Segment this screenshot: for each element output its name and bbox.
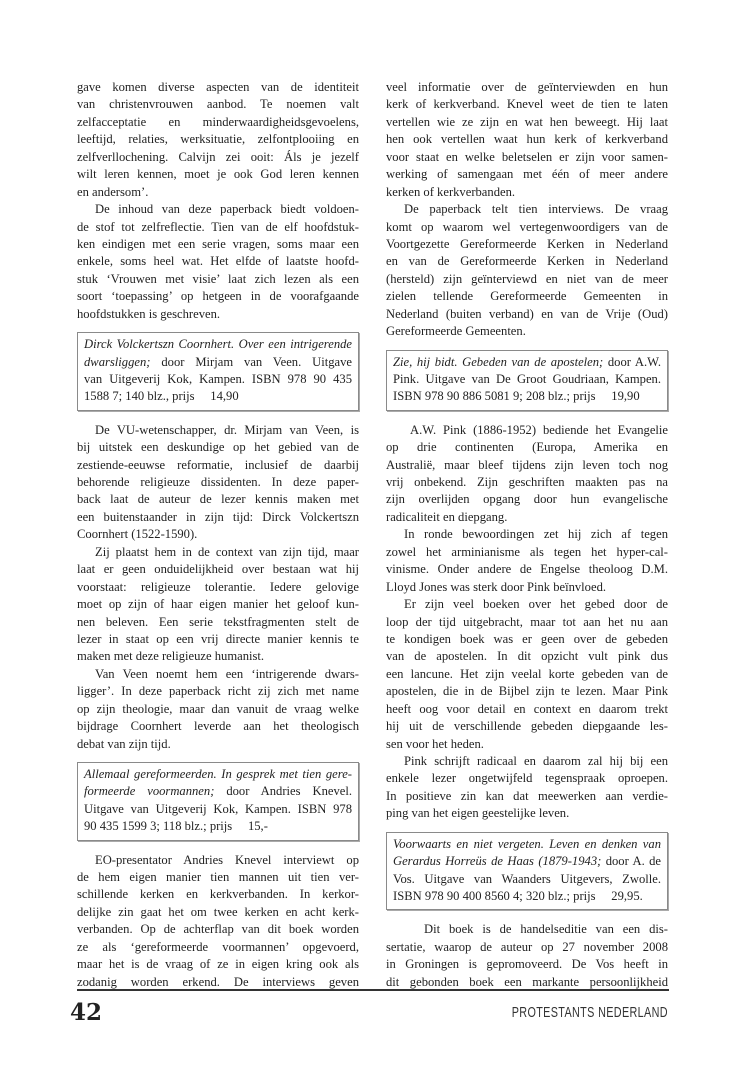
- paragraph: [77, 852, 359, 992]
- text-line: ping van het eigen geestelijke leven.: [386, 806, 570, 821]
- text-line: zodanig worden erkend. De interviews geven: [77, 974, 359, 989]
- box-line: [84, 801, 352, 818]
- text-line: Gereformeerde Gemeenten.: [386, 324, 526, 339]
- text-line: kerken of kerkverbanden.: [386, 184, 516, 199]
- text-line: hoofdstukken is geschreven.: [77, 306, 221, 321]
- paragraph: [77, 422, 359, 544]
- text-line: Nederland (buiten verband) en van de Vrije (Oud): [386, 306, 668, 321]
- text-line: te kondigen boek was er geen over de gebeden: [386, 631, 668, 646]
- text-line: kerk of kerkverband. Knevel weet de tien te laten: [386, 97, 668, 112]
- book-details-text: van Uitgeverij Kok, Kampen. ISBN 978 90 435: [84, 371, 352, 386]
- text-line: de stof tot zelfreflectie. Tien van de elf hoofdstuk-: [77, 219, 359, 234]
- book-details-text: Uitgave van Uitgeverij Kok, Kampen. ISBN 978: [84, 801, 352, 816]
- text-line: van christenvrouwen aanbod. Te noemen valt: [77, 97, 359, 112]
- text-line: De paperback telt tien interviews. De vraag: [404, 202, 668, 217]
- text-line: in Groningen is gepromoveerd. De Vos heeft in: [386, 957, 668, 972]
- book-details-text: door A.W.: [603, 354, 662, 369]
- book-title-text: Zie, hij bidt. Gebeden van de apostelen;: [393, 354, 604, 369]
- text-line: stuk ‘Vrouwen met visie’ laat zich lezen als een: [77, 271, 359, 286]
- text-line: heeft oog voor detail en context en daarom trekt: [386, 701, 668, 716]
- book-info-box: [77, 762, 359, 841]
- paragraph: [77, 666, 359, 753]
- text-line: van de apostelen. In dit opzicht vult pink dus: [386, 649, 668, 664]
- text-line: enkele, soms heel wat. Het elfde of laatste hoofd-: [77, 254, 359, 269]
- footer-rule: [77, 989, 669, 991]
- text-line: Pink schrijft radicaal en daarom zal hij bij een: [404, 754, 668, 769]
- text-line: de hem eigen manier tien mannen uit tien ver-: [77, 870, 359, 884]
- text-line: moet op zijn of haar eigen manier het geloof kun-: [77, 597, 359, 612]
- text-line: schillende kerken en kerkverbanden. In kerkor-: [77, 887, 359, 902]
- text-line: De inhoud van deze paperback biedt voldoen-: [95, 202, 359, 217]
- box-line: [84, 336, 352, 353]
- box-line: [84, 371, 352, 388]
- text-line: (hersteld) zijn geïnterviewd en niet van de meer: [386, 271, 668, 286]
- text-line: lezer in staat op een vrij directe manier kennis te: [77, 631, 359, 646]
- text-line: en andersom’.: [77, 184, 149, 199]
- text-line: debat van zijn tijd.: [77, 736, 171, 751]
- text-line: hij uit de verschillende gebeden diepgaande les-: [386, 719, 668, 734]
- text-line: bij uitstek een deskundige op het gebied van de: [77, 440, 359, 455]
- paragraph: [386, 79, 668, 201]
- box-line: [84, 818, 352, 835]
- text-line: maar het is de vraag of ze in eigen kring ook als: [77, 957, 359, 972]
- text-line: dit gebonden boek een markante persoonlijkheid: [386, 974, 668, 989]
- text-line: A.W. Pink (1886-1952) bediende het Evangelie: [410, 422, 668, 437]
- paragraph: [386, 921, 668, 991]
- text-line: laat er geen onduidelijkheid over bestaan wat hij: [77, 562, 359, 577]
- text-line: Er zijn veel boeken over het gebed door de: [404, 597, 668, 612]
- right-column: [386, 79, 668, 991]
- paragraph: [77, 79, 359, 201]
- paragraph: [386, 596, 668, 753]
- book-title-text: formeerde voormannen;: [84, 784, 215, 799]
- paragraph: [386, 422, 668, 527]
- text-line: op drie continenten (Europa, Amerika en: [386, 440, 668, 455]
- text-line: zelfverllochening. Calvijn zei ooit: Áls je jezelf: [77, 149, 359, 164]
- page-number: 42: [70, 999, 103, 1026]
- text-line: maken met deze religieuze humanist.: [77, 649, 265, 664]
- text-line: behorende religieuze dissidenten. In deze paper-: [77, 475, 359, 489]
- text-line: ze als ‘gereformeerde voormannen’ opgevoerd,: [77, 939, 359, 954]
- text-line: hen ook vertellen waat hun kerk of kerkverband: [386, 132, 668, 147]
- box-line: [393, 836, 661, 853]
- text-line: zowel het arminianisme als tegen het hyper-cal-: [386, 544, 668, 559]
- text-line: zielen tellende Gereformeerde Gemeenten in: [386, 289, 668, 304]
- text-line: Zij plaatst hem in de context van zijn tijd, maar: [95, 544, 359, 559]
- text-line: een lancune. Het zijn veelal korte gebeden van de: [386, 666, 668, 681]
- text-line: leeftijd, relaties, werksituatie, zelfontplooiing en: [77, 132, 359, 147]
- text-line: op zijn theologie, maar dan vanuit de vraag welke: [77, 701, 359, 716]
- text-line: soort ‘toepassing’ op hetgeen in de voorafgaande: [77, 289, 359, 304]
- text-line: sen voor het heden.: [386, 736, 484, 751]
- text-line: back laat de auteur de lezer kennis maken met: [77, 492, 359, 507]
- box-line: [393, 853, 661, 870]
- text-line: nen beleven. Een serie tekstfragmenten stelt de: [77, 614, 359, 629]
- text-line: Van Veen noemt hem een ‘intrigerende dwars-: [95, 666, 359, 681]
- text-line: gave komen diverse aspecten van de identiteit: [77, 80, 359, 94]
- book-title-text: Dirck Volckertszn Coornhert. Over een intrigerende: [84, 337, 352, 352]
- text-line: werking of samengaan met één of meer andere: [386, 167, 668, 182]
- text-line: verbanden. Op de achterflap van dit boek worden: [77, 922, 359, 937]
- text-line: en van de Gereformeerde Kerken in Nederland: [386, 254, 668, 269]
- text-line: Australië, maar bleef tijdens zijn leven toch nog: [386, 457, 668, 472]
- left-column: [77, 79, 359, 991]
- text-line: delijke zin gaat het om twee kerken en acht kerk-: [77, 904, 359, 919]
- text-line: Coornhert (1522-1590).: [77, 527, 198, 542]
- text-line: sertatie, waarop de auteur op 27 november 2008: [386, 939, 668, 954]
- box-line: [393, 354, 661, 371]
- box-line: [84, 766, 352, 783]
- text-line: zijn overlijden opgang door hun evangelische: [386, 492, 668, 507]
- text-line: een buitenstaander in zijn tijd: Dirck Volckertszn: [77, 509, 359, 524]
- book-title-text: Gerardus Horreüs de Haas (1879-1943;: [393, 854, 602, 869]
- book-details-text: ISBN 978 90 886 5081 9; 208 blz.; prijs 19,90: [393, 389, 640, 404]
- book-title-text: dwarsliggen;: [84, 354, 151, 369]
- text-line: De VU-wetenschapper, dr. Mirjam van Veen, is: [95, 422, 359, 437]
- box-line: [84, 783, 352, 800]
- text-line: zestiende-eeuwse reformatie, inclusief de daarbij: [77, 457, 359, 472]
- text-line: vrij onbekend. Zijn geschriften maakten pas na: [386, 475, 668, 490]
- book-details-text: door Mirjam van Veen. Uitgave: [150, 354, 352, 369]
- text-line: loop der tijd uitgebracht, maar tot aan het nu aan: [386, 614, 668, 629]
- box-line: [393, 871, 661, 888]
- text-line: komt op waarom wel vertegenwoordigers van de: [386, 219, 668, 234]
- book-details-text: ISBN 978 90 400 8560 4; 320 blz.; prijs 29,95.: [393, 888, 643, 903]
- text-line: zelfacceptatie en minderwaardigheidsgevoelens,: [77, 114, 359, 129]
- text-line: bijdrage Coornhert leverde aan het theologisch: [77, 719, 359, 734]
- text-line: Voortgezette Gereformeerde Kerken in Nederland: [386, 236, 668, 251]
- book-title-text: Allemaal gereformeerden. In gesprek met tien gere-: [84, 767, 352, 781]
- book-details-text: door Andries Knevel.: [214, 784, 352, 799]
- book-details-text: door A. de: [601, 854, 661, 869]
- paragraph: [386, 201, 668, 341]
- text-line: voor staat en welke beletselen er zijn voor samen-: [386, 149, 668, 164]
- book-details-text: Pink. Uitgave van De Groot Goudriaan, Kampen.: [393, 371, 661, 386]
- text-line: EO-presentator Andries Knevel interviewt op: [95, 852, 359, 867]
- box-line: [84, 354, 352, 371]
- book-details-text: 90 435 1599 3; 118 blz.; prijs 15,-: [84, 819, 268, 834]
- paragraph: [77, 544, 359, 666]
- box-line: [393, 371, 661, 388]
- paragraph: [386, 526, 668, 596]
- text-line: vinisme. Onder andere de Engelse theoloog D.M.: [386, 562, 668, 577]
- text-line: ligger’. In deze paperback richt zij zich met name: [77, 684, 359, 699]
- paragraph: [386, 753, 668, 823]
- text-line: radicaliteit en diepgang.: [386, 509, 508, 524]
- book-info-box: [77, 332, 359, 411]
- text-line: ken eindigen met een serie vragen, soms maar een: [77, 236, 359, 251]
- box-line: [393, 388, 661, 405]
- text-line: In positieve zin kan dat meewerken aan verdie-: [386, 788, 668, 803]
- running-footer-title: PROTESTANTS NEDERLAND: [511, 1004, 668, 1021]
- book-details-text: Vos. Uitgave van Waanders Uitgevers, Zwolle.: [393, 871, 661, 886]
- book-info-box: [386, 832, 668, 911]
- paragraph: [77, 201, 359, 323]
- text-line: Dit boek is de handelseditie van een dis-: [424, 922, 668, 937]
- text-line: Lloyd Jones was sterk door Pink beïnvloed.: [386, 579, 607, 594]
- text-line: vertellen wie ze zijn en wat hen beweegt. Hij laat: [386, 114, 668, 129]
- book-details-text: 1588 7; 140 blz., prijs 14,90: [84, 389, 239, 404]
- text-line: enkele lezer ongetwijfeld tegenspraak oproepen.: [386, 771, 668, 786]
- text-line: In ronde bewoordingen zet hij zich af tegen: [404, 527, 668, 542]
- text-line: apostelen, die in de Bijbel zijn te lezen. Maar Pink: [386, 684, 668, 699]
- text-line: wilt leren kennen, moet je ook God leren kennen: [77, 167, 359, 182]
- text-line: voorstaat: religieuze tolerantie. Iedere gelovige: [77, 579, 359, 594]
- box-line: [84, 388, 352, 405]
- book-info-box: [386, 350, 668, 411]
- book-title-text: Voorwaarts en niet vergeten. Leven en denken van: [393, 836, 661, 851]
- text-line: veel informatie over de geïnterviewden en hun: [386, 80, 668, 94]
- box-line: [393, 888, 661, 905]
